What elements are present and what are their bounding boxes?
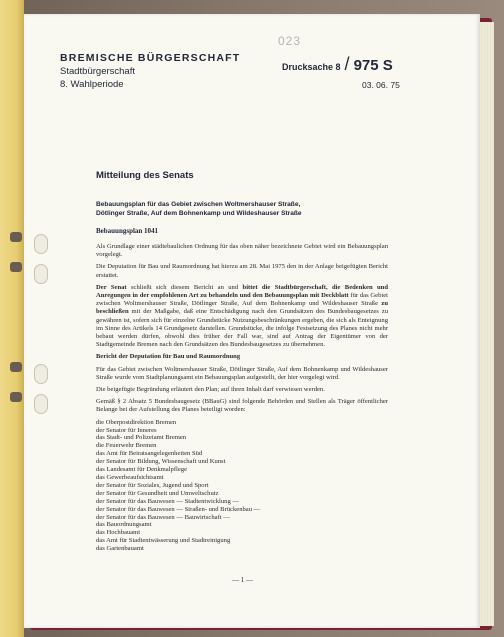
subject-line-1: Bebauungsplan für das Gebiet zwischen Woltmershauser Straße, — [96, 201, 301, 208]
org-name: BREMISCHE BÜRGERSCHAFT — [60, 52, 241, 64]
slash-divider: / — [344, 54, 350, 74]
list-item: der Senator für Bildung, Wissenschaft und Kunst — [96, 458, 226, 466]
list-item: der Senator für das Bauwesen — Straßen- und Brückenbau — — [96, 505, 261, 513]
document-page — [24, 14, 480, 628]
paragraph-3 — [96, 284, 388, 350]
list-item: der Senator für das Bauwesen — Bauwirtschaft — — [96, 513, 230, 521]
list-item: das Gewerbeaufsichtsamt — [96, 474, 164, 481]
authority-list — [96, 419, 388, 553]
subject — [96, 200, 396, 218]
document-body — [96, 243, 388, 553]
list-item: der Senator für Inneres — [96, 426, 157, 434]
list-item: das Bauordnungsamt — [96, 521, 152, 529]
list-item: der Senator für das Bauwesen — Stadtentwicklung — — [96, 497, 240, 505]
plan-number: Bebauungsplan 1041 — [96, 227, 159, 235]
paragraph-1: Als Grundlage einer städtebaulichen Ordnung für das oben näher bezeichnete Gebiet wird ein Bebauungsplan vorgelegt. — [96, 243, 388, 259]
list-item: das Amt für Beiratsangelegenheiten Süd — [96, 450, 203, 458]
document-date: 03. 06. 75 — [362, 80, 400, 90]
list-item: die Oberpostdirektion Bremen — [96, 418, 177, 426]
subject-line-2: Dötlinger Straße, Auf dem Bohnenkamp und Wildeshauser Straße — [96, 210, 302, 217]
left-page-edge — [0, 0, 24, 637]
list-item: die Feuerwehr Bremen — [96, 442, 157, 450]
drucksache-number: 975 S — [353, 57, 393, 74]
p3-text-1: schließt sich diesem Bericht an und — [126, 283, 243, 291]
drucksache-block — [282, 54, 402, 75]
p3-bold-2: bittet die Stadtbürgerschaft, die Bedenken und Anregungen in der empfohlenen Art zu behandeln und den Bebauungsplan mit Deckblatt — [96, 283, 389, 300]
org-line-1: Stadtbürgerschaft — [60, 66, 135, 77]
p3-bold-3: zu beschließen — [96, 300, 388, 316]
list-item: der Senator für Gesundheit und Umweltschutz — [96, 489, 219, 497]
p3-bold-1: Der Senat — [96, 283, 127, 291]
list-item: das Landesamt für Denkmalpflege — [96, 466, 187, 474]
drucksache-label: Drucksache 8 — [282, 62, 341, 72]
page-number: — 1 — — [232, 576, 253, 584]
list-item: das Gartenbauamt — [96, 545, 144, 553]
list-item: das Hochbauamt — [96, 529, 141, 537]
p3-text-2: für das Gebiet zwischen Woltmershauser Straße, Dötlinger Straße, Auf dem Bohnenkamp und Wildeshauser Straße — [96, 292, 388, 308]
handwritten-mark: 023 — [278, 34, 302, 48]
p3-text-3: mit der Maßgabe, daß eine Entschädigung nach den Grundsätzen des Bundesbaugesetzes zu gewähren ist, sofern sich für einzelne Grundstücke Nutzungsbeschränkungen ergeben, die sich als Enteignung im Sinne des Artikels 14 Grundgesetz darstellen. Grundstücke, die infolge Festsetzung des Planes nicht mehr bebaut werden dürfen, obwohl dies früher der Fall war, sind auf Antrag der Eigentümer von der Stadtgemeinde Bremen nach den Grundsätzen des Bundesbaugesetzes zu übernehmen. — [96, 308, 388, 349]
list-item: das Amt für Stadtentwässerung und Stadtreinigung — [96, 537, 231, 545]
list-item: der Senator für Soziales, Jugend und Sport — [96, 481, 209, 489]
document-title: Mitteilung des Senats — [96, 170, 194, 181]
letterhead — [60, 52, 240, 90]
section-heading: Bericht der Deputation für Bau und Raumordnung — [96, 353, 241, 361]
paragraph-5: Die beigefügte Begründung erläutert den Plan; auf ihren Inhalt darf verwiesen werden. — [96, 386, 325, 394]
list-item: das Stadt- und Polizeiamt Bremen — [96, 434, 187, 442]
paragraph-4: Für das Gebiet zwischen Woltmershauser Straße, Dötlinger Straße, Auf dem Bohnenkamp und Wildeshauser Straße wurde vom Stadtplanungsamt ein Bebauungsplan aufgestellt, der hier vorgelegt wird. — [96, 365, 388, 381]
paragraph-2: Die Deputation für Bau und Raumordnung hat hierzu am 28. Mai 1975 den in der Anlage beigefügten Bericht erstattet. — [96, 263, 388, 279]
org-line-2: 8. Wahlperiode — [60, 79, 124, 90]
paragraph-6: Gemäß § 2 Absatz 5 Bundesbaugesetz (BBauG) sind folgende Behörden und Stellen als Träger öffentlicher Belange bei der Aufstellung des Planes beteiligt worden: — [96, 398, 388, 414]
